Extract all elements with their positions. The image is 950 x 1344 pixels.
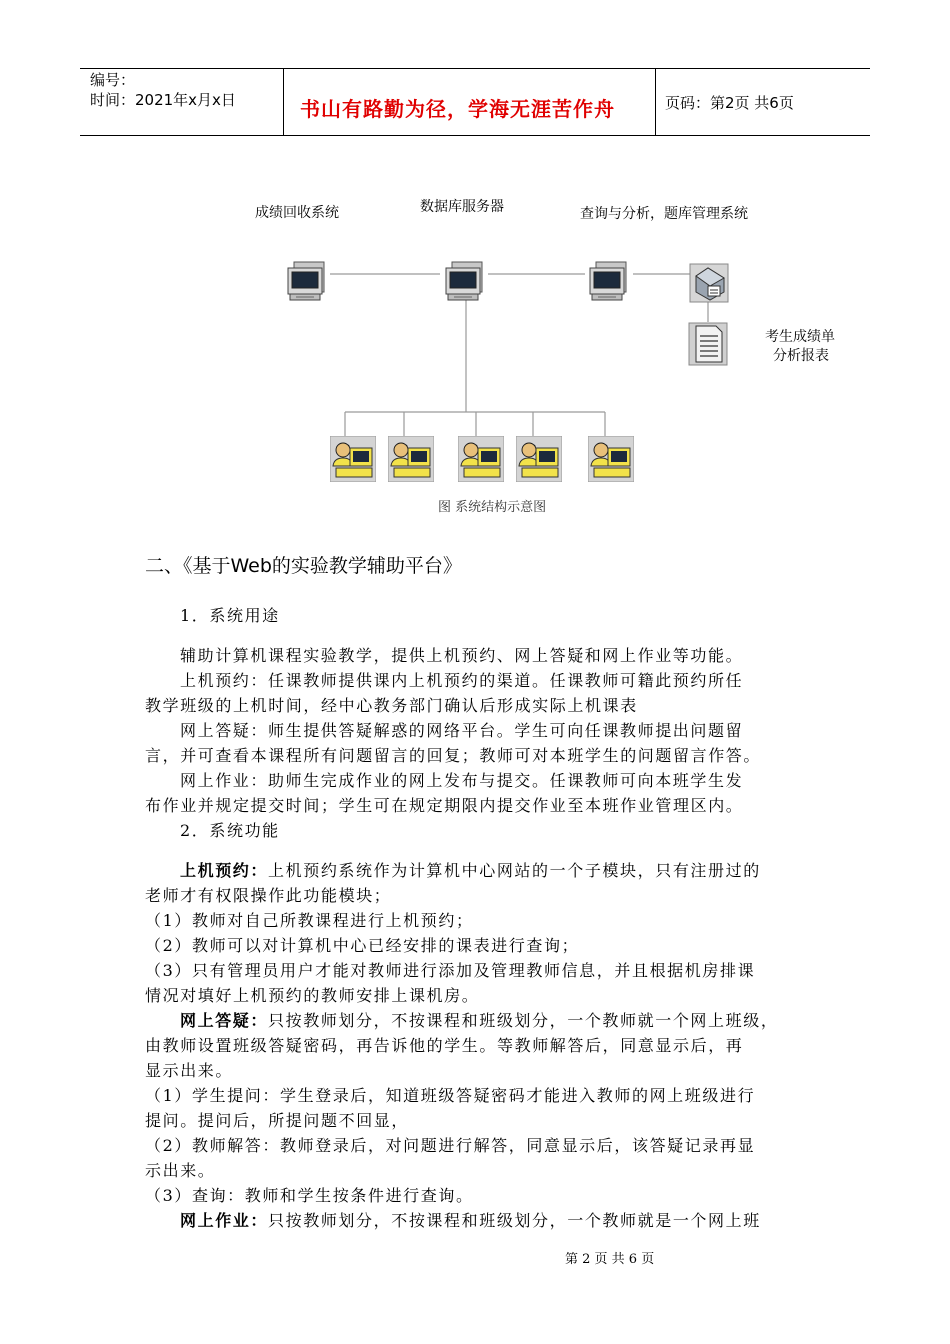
function-qa-line3: 显示出来。 — [145, 1061, 234, 1080]
header-date: 时间：2021年x月x日 — [90, 91, 236, 109]
function-qa-line1 — [180, 1008, 778, 1033]
function-booking-text: 上机预约系统作为计算机中心网站的一个子模块，只有注册过的 — [268, 861, 761, 880]
function-qa-item2-line2: 示出来。 — [145, 1161, 216, 1180]
computer-icon — [444, 260, 488, 304]
label-report-line1: 考生成绩单 — [765, 329, 835, 345]
function-qa-item3: （3）查询：教师和学生按条件进行查询。 — [145, 1186, 474, 1205]
function-qa-text: 只按教师划分，不按课程和班级划分，一个教师就一个网上班级， — [268, 1011, 779, 1030]
user-workstation-icon — [516, 436, 562, 482]
header-page-info: 页码：第2页 共6页 — [665, 94, 794, 112]
function-qa-item1-line2: 提问。提问后，所提问题不回显， — [145, 1111, 410, 1130]
user-workstation-icon — [388, 436, 434, 482]
function-homework-line1 — [180, 1208, 761, 1233]
function-qa-item1-line1: （1）学生提问：学生登录后，知道班级答疑密码才能进入教师的网上班级进行 — [145, 1086, 756, 1105]
function-booking-item3-line1: （3）只有管理员用户才能对教师进行添加及管理教师信息，并且根据机房排课 — [145, 961, 756, 980]
user-workstation-icon — [458, 436, 504, 482]
paragraph-qa-line1: 网上答疑：师生提供答疑解惑的网络平台。学生可向任课教师提出问题留 — [180, 721, 744, 740]
label-report-line2: 分析报表 — [773, 348, 829, 364]
function-booking-item2: （2）教师可以对计算机中心已经安排的课表进行查询； — [145, 936, 580, 955]
paragraph-booking-line2: 教学班级的上机时间，经中心教务部门确认后形成实际上机课表 — [145, 696, 638, 715]
function-qa-item2-line1: （2）教师解答：教师登录后，对问题进行解答，同意显示后，该答疑记录再显 — [145, 1136, 756, 1155]
subsection-purpose: 1．系统用途 — [180, 606, 280, 625]
header-number-label: 编号： — [90, 71, 136, 89]
subsection-functions: 2．系统功能 — [180, 821, 280, 840]
page-footer: 第 2 页 共 6 页 — [565, 1252, 655, 1267]
printer-icon — [688, 262, 732, 306]
user-workstation-icon — [588, 436, 634, 482]
paragraph-intro: 辅助计算机课程实验教学，提供上机预约、网上答疑和网上作业等功能。 — [180, 646, 744, 665]
paragraph-homework-line2: 布作业并规定提交时间；学生可在规定期限内提交作业至本班作业管理区内。 — [145, 796, 744, 815]
section-title: 二、《基于Web的实验教学辅助平台》 — [145, 555, 462, 577]
paragraph-qa-line2: 言，并可查看本课程所有问题留言的回复；教师可对本班学生的问题留言作答。 — [145, 746, 762, 765]
label-query-analysis-system: 查询与分析，题库管理系统 — [580, 206, 748, 222]
function-qa-line2: 由教师设置班级答疑密码，再告诉他的学生。等教师解答后，同意显示后，再 — [145, 1036, 744, 1055]
paragraph-booking-line1: 上机预约：任课教师提供课内上机预约的渠道。任课教师可籍此预约所任 — [180, 671, 744, 690]
paragraph-homework-line1: 网上作业：助师生完成作业的网上发布与提交。任课教师可向本班学生发 — [180, 771, 744, 790]
computer-icon — [286, 260, 330, 304]
function-homework-heading: 网上作业： — [180, 1211, 269, 1230]
function-booking-item1: （1）教师对自己所教课程进行上机预约； — [145, 911, 474, 930]
label-database-server: 数据库服务器 — [420, 199, 504, 215]
function-booking-item3-line2: 情况对填好上机预约的教师安排上课机房。 — [145, 986, 480, 1005]
header-motto: 书山有路勤为径，学海无涯苦作舟 — [300, 97, 615, 121]
document-icon — [688, 322, 728, 366]
function-booking-line1 — [180, 858, 761, 883]
function-qa-heading: 网上答疑： — [180, 1011, 269, 1030]
user-workstation-icon — [330, 436, 376, 482]
computer-icon — [588, 260, 632, 304]
diagram-caption: 图 系统结构示意图 — [438, 500, 547, 515]
function-booking-line2: 老师才有权限操作此功能模块； — [145, 886, 392, 905]
label-grade-collection-system: 成绩回收系统 — [255, 205, 339, 221]
function-booking-heading: 上机预约： — [180, 861, 269, 880]
function-homework-text: 只按教师划分，不按课程和班级划分，一个教师就是一个网上班 — [268, 1211, 761, 1230]
